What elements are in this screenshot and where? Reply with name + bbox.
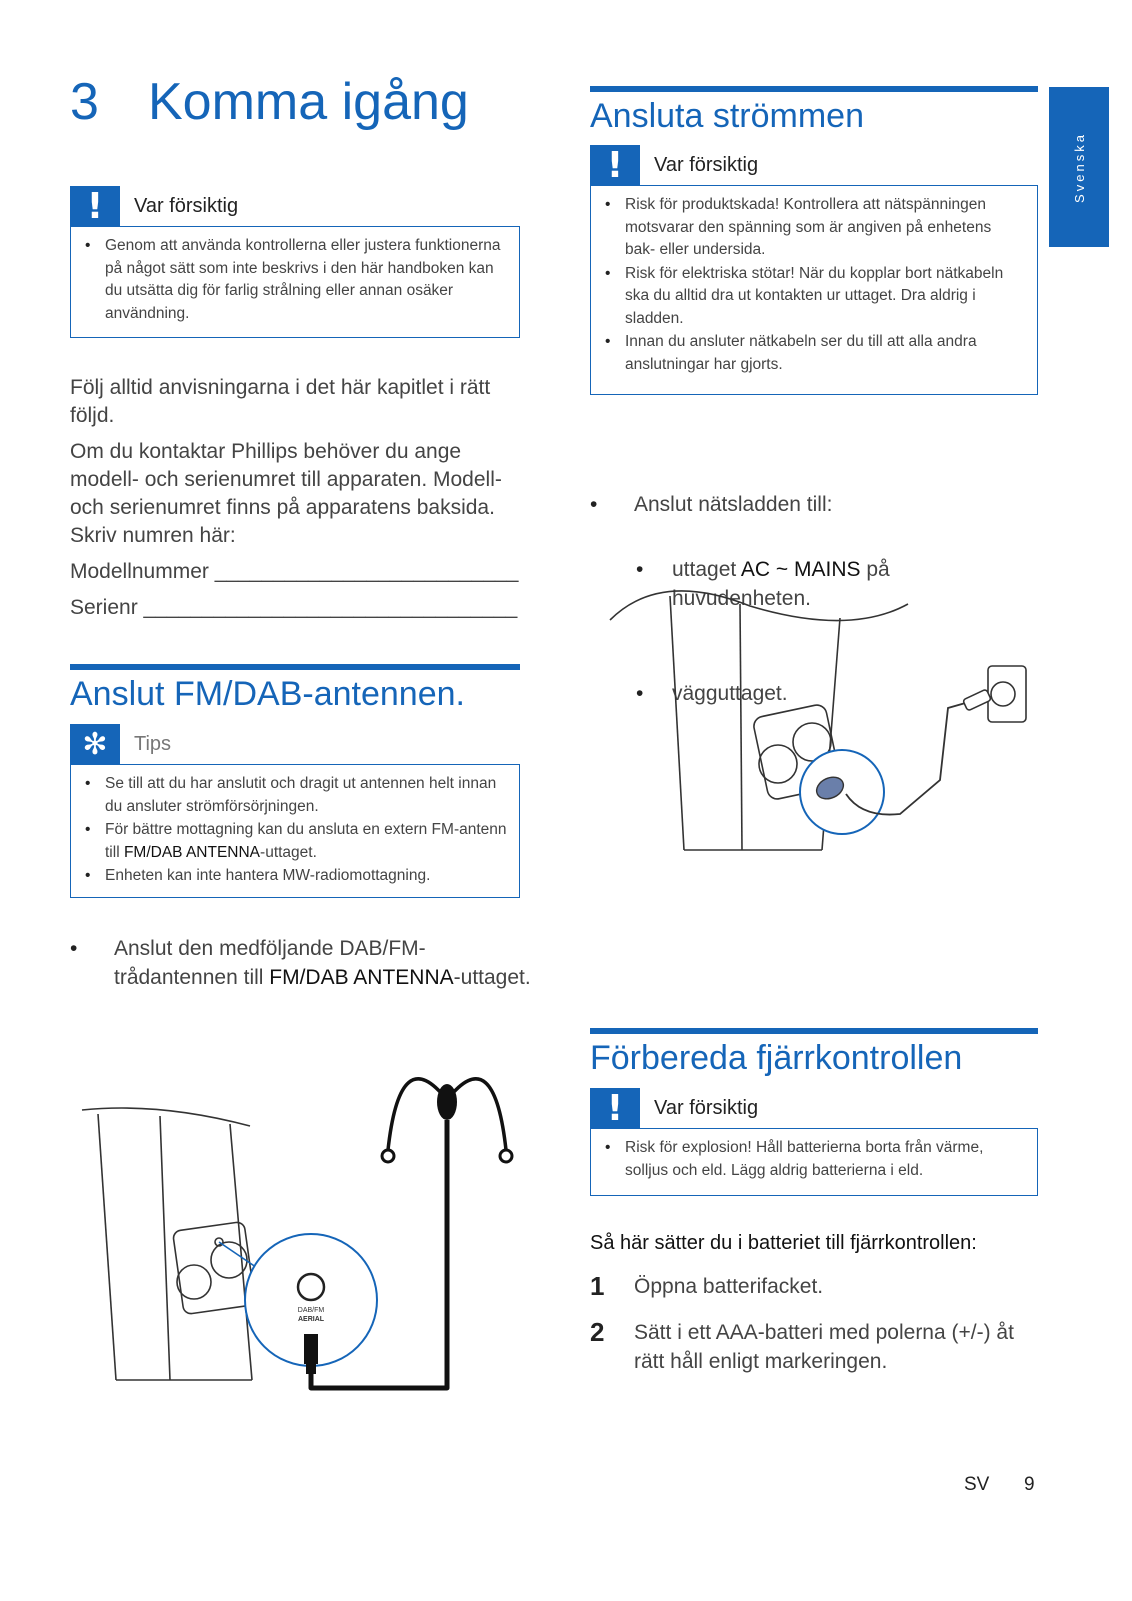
- step-text: Sätt i ett AAA-batteri med polerna (+/-) åt rätt håll enligt markeringen.: [634, 1321, 1014, 1373]
- step-text: Öppna batterifacket.: [634, 1275, 824, 1298]
- language-tab-label: Svenska: [1071, 131, 1087, 203]
- tip-asterisk-icon: ✻: [70, 724, 120, 764]
- power-section-title: Ansluta strömmen: [590, 97, 864, 135]
- aerial-label-2: AERIAL: [297, 1316, 325, 1323]
- step-item: [590, 1272, 1038, 1301]
- tip-item: • För bättre mottagning kan du ansluta en extern FM-antenn till FM/DAB ANTENNA-uttaget.: [83, 819, 507, 864]
- caution-header: [70, 186, 520, 226]
- aerial-label-1: DAB/FM: [297, 1307, 325, 1314]
- tip-item: • Se till att du har anslutit och dragit ut antennen helt innan du ansluter strömförsörjningen.: [83, 773, 507, 818]
- section-rule: [70, 664, 520, 670]
- caution-item: • Risk för elektriska stötar! När du kopplar bort nätkabeln ska du alltid dra ut kontakten ur uttaget. Dra aldrig i sladden.: [603, 263, 1025, 331]
- tip-box: [70, 764, 520, 898]
- tip-item: • Enheten kan inte hantera MW-radiomottagning.: [83, 865, 507, 888]
- language-tab: [1049, 87, 1109, 247]
- warning-icon: !: [590, 1088, 640, 1128]
- page-number: 9: [1024, 1474, 1035, 1495]
- chapter-title-text: Komma igång: [148, 73, 469, 131]
- power-connection-diagram: [600, 580, 1040, 880]
- serial-number-line: Serienr ________________________________: [70, 596, 518, 619]
- caution-item: • Risk för produktskada! Kontrollera att nätspänningen motsvarar den spänning som är angiven på enhetens bak- eller undersida.: [603, 194, 1025, 262]
- step-number: 2: [590, 1317, 605, 1347]
- remote-howto-heading: Så här sätter du i batteriet till fjärrkontrollen:: [590, 1232, 977, 1254]
- warning-icon: !: [590, 145, 640, 185]
- tip-header: [70, 724, 520, 764]
- caution-box: [70, 226, 520, 338]
- tip-label: Tips: [134, 732, 172, 755]
- step-number: 1: [590, 1271, 605, 1301]
- section-rule: [590, 86, 1038, 92]
- footer-language: SV: [964, 1474, 990, 1495]
- model-number-line: Modellnummer __________________________: [70, 560, 519, 583]
- caution-item: • Genom att använda kontrollerna eller justera funktionerna på något sätt som inte beskrivs i den här handboken kan du utsätta dig för farlig strålning eller annan osäker användning.: [83, 235, 507, 325]
- antenna-instruction: • Anslut den medföljande DAB/FM-trådantennen till FM/DAB ANTENNA-uttaget.: [70, 934, 534, 992]
- chapter-title: [70, 72, 469, 132]
- step-item: [590, 1318, 1038, 1376]
- power-instruction: • Anslut nätsladden till:: [590, 490, 1054, 519]
- caution-label: Var försiktig: [654, 153, 759, 176]
- power-sub-item: • uttaget AC ~ MAINS på huvudenheten.: [636, 555, 972, 613]
- intro-paragraph-2: Om du kontaktar Phillips behöver du ange modell- och serienumret till apparaten. Modell- och serienumret finns på apparatens baksida. Skriv numren här:: [70, 440, 502, 547]
- section-rule: [590, 1028, 1038, 1034]
- caution-label: Var försiktig: [654, 1096, 759, 1119]
- caution-item: • Innan du ansluter nätkabeln ser du till att alla andra anslutningar har gjorts.: [603, 331, 1025, 376]
- warning-icon: !: [70, 186, 120, 226]
- intro-text: [70, 374, 520, 622]
- caution-note-power: [590, 145, 1038, 395]
- remote-section-title: Förbereda fjärrkontrollen: [590, 1039, 963, 1077]
- intro-paragraph-1: Följ alltid anvisningarna i det här kapitlet i rätt följd.: [70, 376, 491, 427]
- caution-box: [590, 185, 1038, 395]
- tip-note-antenna: [70, 724, 520, 898]
- chapter-number: 3: [70, 73, 99, 131]
- caution-note-remote: [590, 1088, 1038, 1196]
- antenna-connection-diagram: [70, 1050, 530, 1400]
- caution-box: [590, 1128, 1038, 1196]
- caution-label: Var försiktig: [134, 194, 239, 217]
- caution-note-general: [70, 186, 520, 338]
- antenna-section-title: Anslut FM/DAB-antennen.: [70, 675, 465, 713]
- power-sub-item: • vägguttaget.: [636, 679, 972, 708]
- caution-item: • Risk för explosion! Håll batterierna borta från värme, solljus och eld. Lägg aldrig batterierna i eld.: [603, 1137, 1025, 1182]
- caution-header: [590, 145, 1038, 185]
- caution-header: [590, 1088, 1038, 1128]
